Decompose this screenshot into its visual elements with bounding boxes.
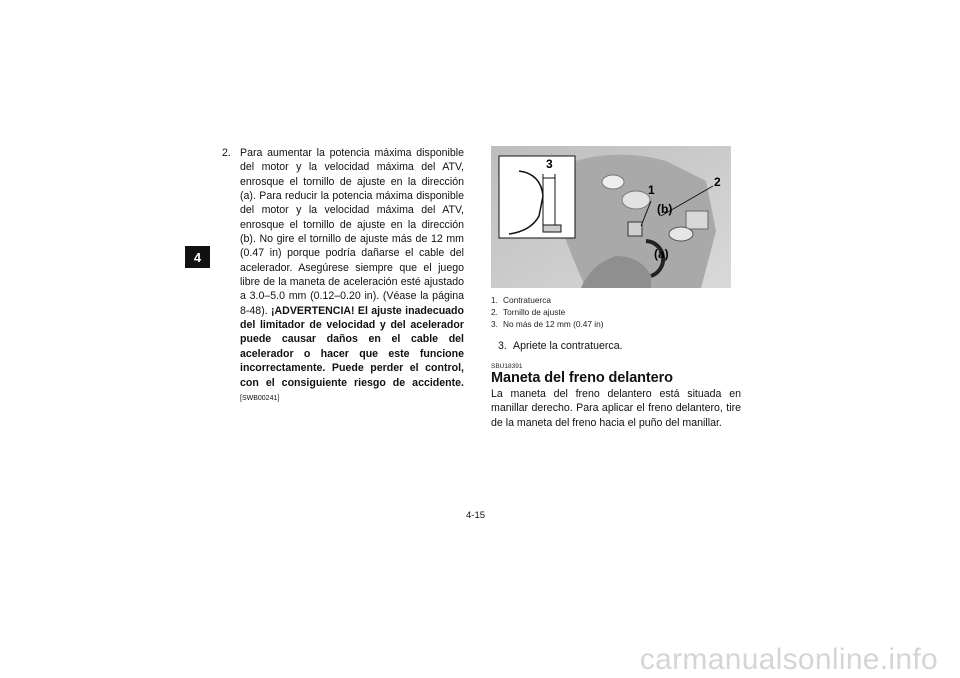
item-number: 3. bbox=[498, 340, 507, 352]
section-body: La maneta del freno delantero está situada en manillar derecho. Para aplicar el freno delantero, tire de la maneta del freno hacia el puño del manillar. bbox=[491, 388, 741, 429]
warning-text: ¡ADVERTENCIA! El ajuste inadecuado del limitador de velocidad y del acelerador puede causar daños en el cable del acelerador o hacer que este funcione incorrectamente. Puede perder el control, con el consiguiente riesgo de accidente. bbox=[240, 304, 464, 389]
instruction-text: Para aumentar la potencia máxima disponible del motor y la velocidad máxima del ATV, enrosque el tornillo de ajuste en la dirección (a). Para reducir la potencia máxima disponible del motor y la velocidad máxima del ATV, enrosque el tornillo de ajuste en la dirección (b). No gire el tornillo de ajuste más de 12 mm (0.47 in) porque podría dañarse el cable del acelerador. Asegúrese siempre que el juego libre de la maneta de aceleración esté ajustado a 3.0–5.0 mm (0.12–0.20 in). (Véase la página 8-48). bbox=[240, 147, 464, 317]
inset-screw-shape bbox=[543, 225, 561, 232]
caption-number: 1. bbox=[491, 295, 498, 305]
figure-caption-list bbox=[491, 294, 731, 331]
caption-number: 2. bbox=[491, 307, 498, 318]
caption-item-3 bbox=[491, 318, 731, 330]
locknut-shape bbox=[628, 222, 642, 236]
label-a: (a) bbox=[654, 247, 669, 261]
label-b: (b) bbox=[657, 202, 673, 216]
section-code: SBU18391 bbox=[491, 363, 523, 370]
inset-detail-box bbox=[499, 156, 575, 238]
label-2: 2 bbox=[714, 175, 721, 189]
caption-item-1 bbox=[491, 294, 731, 306]
engine-cap-shape bbox=[602, 175, 624, 189]
bolt-head-shape bbox=[669, 227, 693, 241]
watermark-text: carmanualsonline.info bbox=[639, 643, 938, 676]
label-1: 1 bbox=[648, 183, 655, 197]
page-number: 4-15 bbox=[466, 510, 486, 521]
instruction-item-2 bbox=[222, 146, 464, 406]
adjuster-housing-shape bbox=[686, 211, 708, 229]
instruction-item-3 bbox=[498, 339, 733, 353]
caption-text: Contratuerca bbox=[503, 295, 551, 305]
item-number: 2. bbox=[222, 147, 231, 159]
chapter-tab-number: 4 bbox=[193, 249, 202, 265]
caption-item-2 bbox=[491, 306, 731, 318]
caption-text: No más de 12 mm (0.47 in) bbox=[503, 319, 604, 330]
chapter-tab bbox=[185, 246, 210, 268]
label-3: 3 bbox=[546, 157, 553, 171]
section-title: Maneta del freno delantero bbox=[491, 370, 673, 386]
caption-text: Tornillo de ajuste bbox=[503, 307, 566, 318]
caption-number: 3. bbox=[491, 319, 498, 330]
engine-port-shape bbox=[622, 191, 650, 209]
figure-illustration bbox=[491, 146, 731, 288]
warning-code: [SWB00241] bbox=[240, 394, 280, 402]
throttle-adjustment-figure bbox=[491, 146, 731, 288]
left-column bbox=[222, 146, 464, 406]
item-text: Apriete la contratuerca. bbox=[513, 340, 623, 352]
item-text bbox=[240, 146, 464, 406]
